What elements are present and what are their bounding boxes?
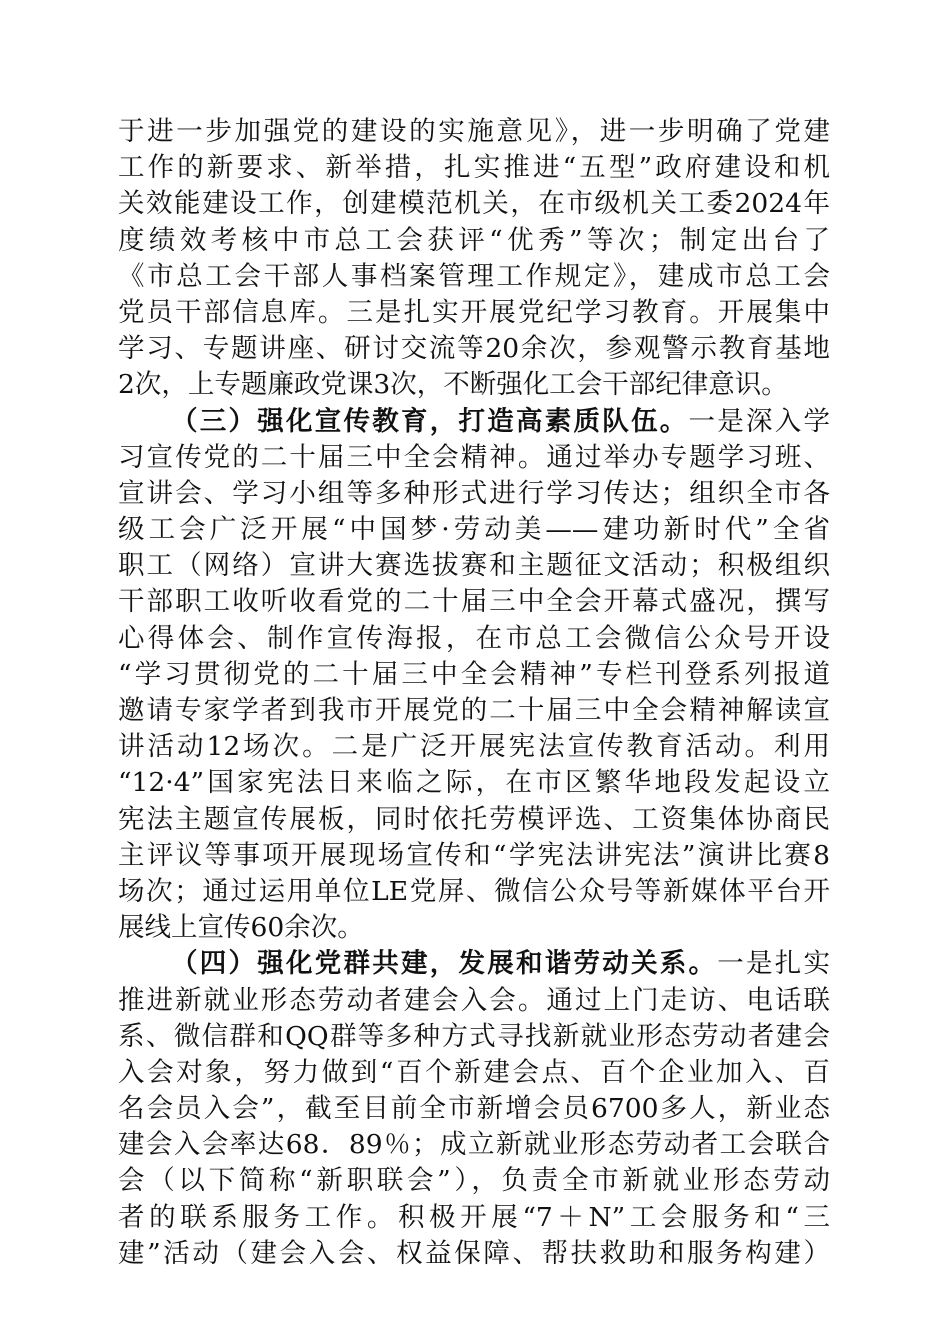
text-line: 度绩效考核中市总工会获评“优秀”等次；制定出台了 bbox=[118, 224, 830, 256]
text-line: 宣讲会、学习小组等多种形式进行学习传达；组织全市各 bbox=[118, 477, 830, 509]
paragraph-first-line bbox=[118, 946, 830, 982]
text-line: 建”活动（建会入会、权益保障、帮扶救助和服务构建） bbox=[118, 1237, 830, 1269]
paragraph-1 bbox=[118, 114, 830, 404]
text-run: 一是深入学 bbox=[688, 405, 830, 437]
paragraph-3 bbox=[118, 946, 830, 1272]
section-heading: （四）强化党群共建，发展和谐劳动关系。 bbox=[171, 948, 718, 980]
text-line: 《市总工会干部人事档案管理工作规定》，建成市总工会 bbox=[118, 260, 830, 292]
text-line: 展线上宣传60余次。 bbox=[118, 912, 364, 944]
text-line: 邀请专家学者到我市开展党的二十届三中全会精神解读宣 bbox=[118, 695, 830, 726]
text-line: “学习贯彻党的二十届三中全会精神”专栏刊登系列报道 bbox=[118, 658, 830, 690]
text-line: 宪法主题宣传展板，同时依托劳模评选、工资集体协商民 bbox=[118, 803, 830, 835]
text-line: 习宣传党的二十届三中全会精神。通过举办专题学习班、 bbox=[118, 441, 830, 473]
text-line: 场次；通过运用单位LE党屏、微信公众号等新媒体平台开 bbox=[118, 875, 830, 907]
text-line: 者的联系服务工作。积极开展“7＋N”工会服务和“三 bbox=[118, 1201, 830, 1233]
text-line: 入会对象，努力做到“百个新建会点、百个企业加入、百 bbox=[118, 1056, 830, 1088]
text-line: 党员干部信息库。三是扎实开展党纪学习教育。开展集中 bbox=[118, 296, 830, 328]
paragraph-2 bbox=[118, 404, 830, 947]
text-line: 推进新就业形态劳动者建会入会。通过上门走访、电话联 bbox=[118, 984, 830, 1016]
document-body bbox=[118, 114, 830, 1272]
text-run: 一是扎实 bbox=[717, 948, 830, 980]
text-line: 建会入会率达68．89％；成立新就业形态劳动者工会联合 bbox=[118, 1129, 830, 1161]
text-line: “12·4”国家宪法日来临之际，在市区繁华地段发起设立 bbox=[118, 767, 830, 799]
text-line: 干部职工收听收看党的二十届三中全会开幕式盛况，撰写 bbox=[118, 586, 830, 618]
text-line: 学习、专题讲座、研讨交流等20余次，参观警示教育基地 bbox=[118, 333, 830, 365]
text-line: 心得体会、制作宣传海报，在市总工会微信公众号开设 bbox=[118, 622, 830, 654]
section-heading: （三）强化宣传教育，打造高素质队伍。 bbox=[171, 405, 689, 437]
text-line: 会（以下简称“新职联会”），负责全市新就业形态劳动 bbox=[118, 1165, 830, 1197]
text-line: 关效能建设工作，创建模范机关，在市级机关工委2024年 bbox=[118, 188, 830, 220]
paragraph-first-line bbox=[118, 404, 830, 440]
text-line: 名会员入会”，截至目前全市新增会员6700多人，新业态 bbox=[118, 1093, 830, 1125]
text-line: 工作的新要求、新举措，扎实推进“五型”政府建设和机 bbox=[118, 152, 830, 184]
text-line: 于进一步加强党的建设的实施意见》，进一步明确了党建 bbox=[118, 116, 830, 147]
text-line: 2次，上专题廉政党课3次，不断强化工会干部纪律意识。 bbox=[118, 369, 788, 401]
text-line: 讲活动12场次。二是广泛开展宪法宣传教育活动。利用 bbox=[118, 731, 830, 763]
text-line: 主评议等事项开展现场宣传和“学宪法讲宪法”演讲比赛8 bbox=[118, 839, 830, 871]
text-line: 职工（网络）宣讲大赛选拔赛和主题征文活动；积极组织 bbox=[118, 550, 830, 582]
text-line: 级工会广泛开展“中国梦·劳动美——建功新时代”全省 bbox=[118, 514, 830, 546]
text-line: 系、微信群和QQ群等多种方式寻找新就业形态劳动者建会 bbox=[118, 1020, 830, 1052]
